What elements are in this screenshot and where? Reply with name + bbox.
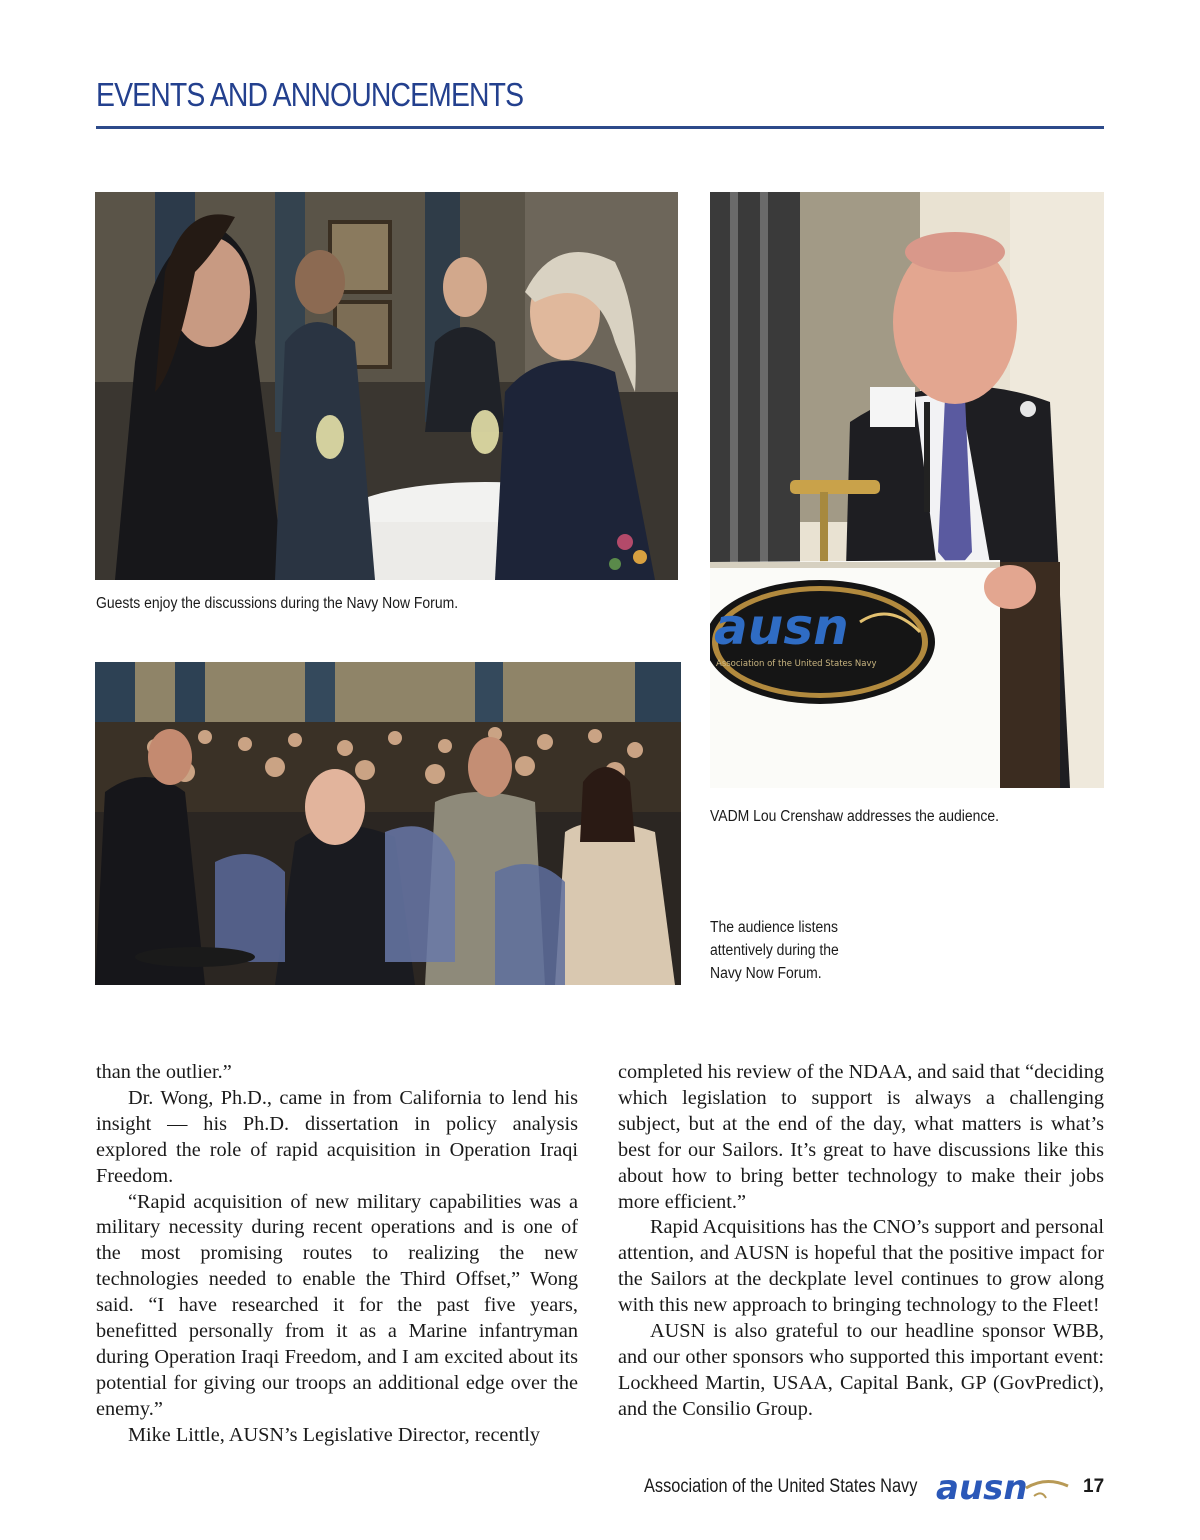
article-paragraph: Dr. Wong, Ph.D., came in from California to lend his insight — his Ph.D. dissertation in policy analysis explored the role of rapid acquisition in Operation Iraqi Freedom.	[96, 1086, 578, 1187]
article-paragraph: “Rapid acquisition of new military capabilities was a military necessity during recent operations and is one of the most promising routes to realizing the new technologies needed to enable the Third Offset,” Wong said. “I have researched it for the past five years, benefitted personally from it as a Marine infantryman during Operation Iraqi Freedom, and I am excited about its potential for giving our troops an additional edge over the enemy.”	[96, 1190, 578, 1420]
article-paragraph: completed his review of the NDAA, and said that “deciding which legislation to support is always a challenging subject, but at the end of the day, what matters is what’s best for our Sailors. It’s great to have discussions like this about how to bring better technology to make their jobs more efficient.”	[618, 1061, 1104, 1213]
header-divider	[96, 126, 1104, 129]
photo-speaker-podium	[710, 192, 1104, 788]
article-right-column	[618, 1060, 1104, 1423]
caption-guests-discussion: Guests enjoy the discussions during the Navy Now Forum.	[96, 595, 459, 612]
podium-logo-text: ausn	[714, 598, 849, 656]
article-paragraph: than the outlier.”	[96, 1061, 232, 1083]
article-paragraph: Rapid Acquisitions has the CNO’s support and personal attention, and AUSN is hopeful that the positive impact for the Sailors at the deckplate level continues to grow along with this new approach to bringing technology to the Fleet!	[618, 1216, 1104, 1317]
podium-logo-subtext: Association of the United States Navy	[716, 659, 877, 669]
page-number: 17	[1083, 1476, 1105, 1497]
caption-speaker-podium: VADM Lou Crenshaw addresses the audience.	[710, 808, 999, 825]
footer-logo-text: ausn	[936, 1468, 1028, 1508]
ausn-logo	[934, 1466, 1074, 1512]
article-paragraph: Mike Little, AUSN’s Legislative Director, recently	[128, 1423, 541, 1446]
photo-guests-discussion	[95, 192, 678, 580]
article-left-column	[96, 1060, 578, 1449]
article-paragraph: AUSN is also grateful to our headline sponsor WBB, and our other sponsors who supported this important event: Lockheed Martin, USAA, Capital Bank, GP (GovPredict), and the Consilio Group.	[618, 1320, 1104, 1420]
page-section-title: EVENTS AND ANNOUNCEMENTS	[96, 76, 524, 113]
footer-organization-name: Association of the United States Navy	[644, 1476, 918, 1497]
caption-audience: The audience listens attentively during the Navy Now Forum.	[710, 919, 839, 982]
photo-audience	[95, 662, 681, 985]
